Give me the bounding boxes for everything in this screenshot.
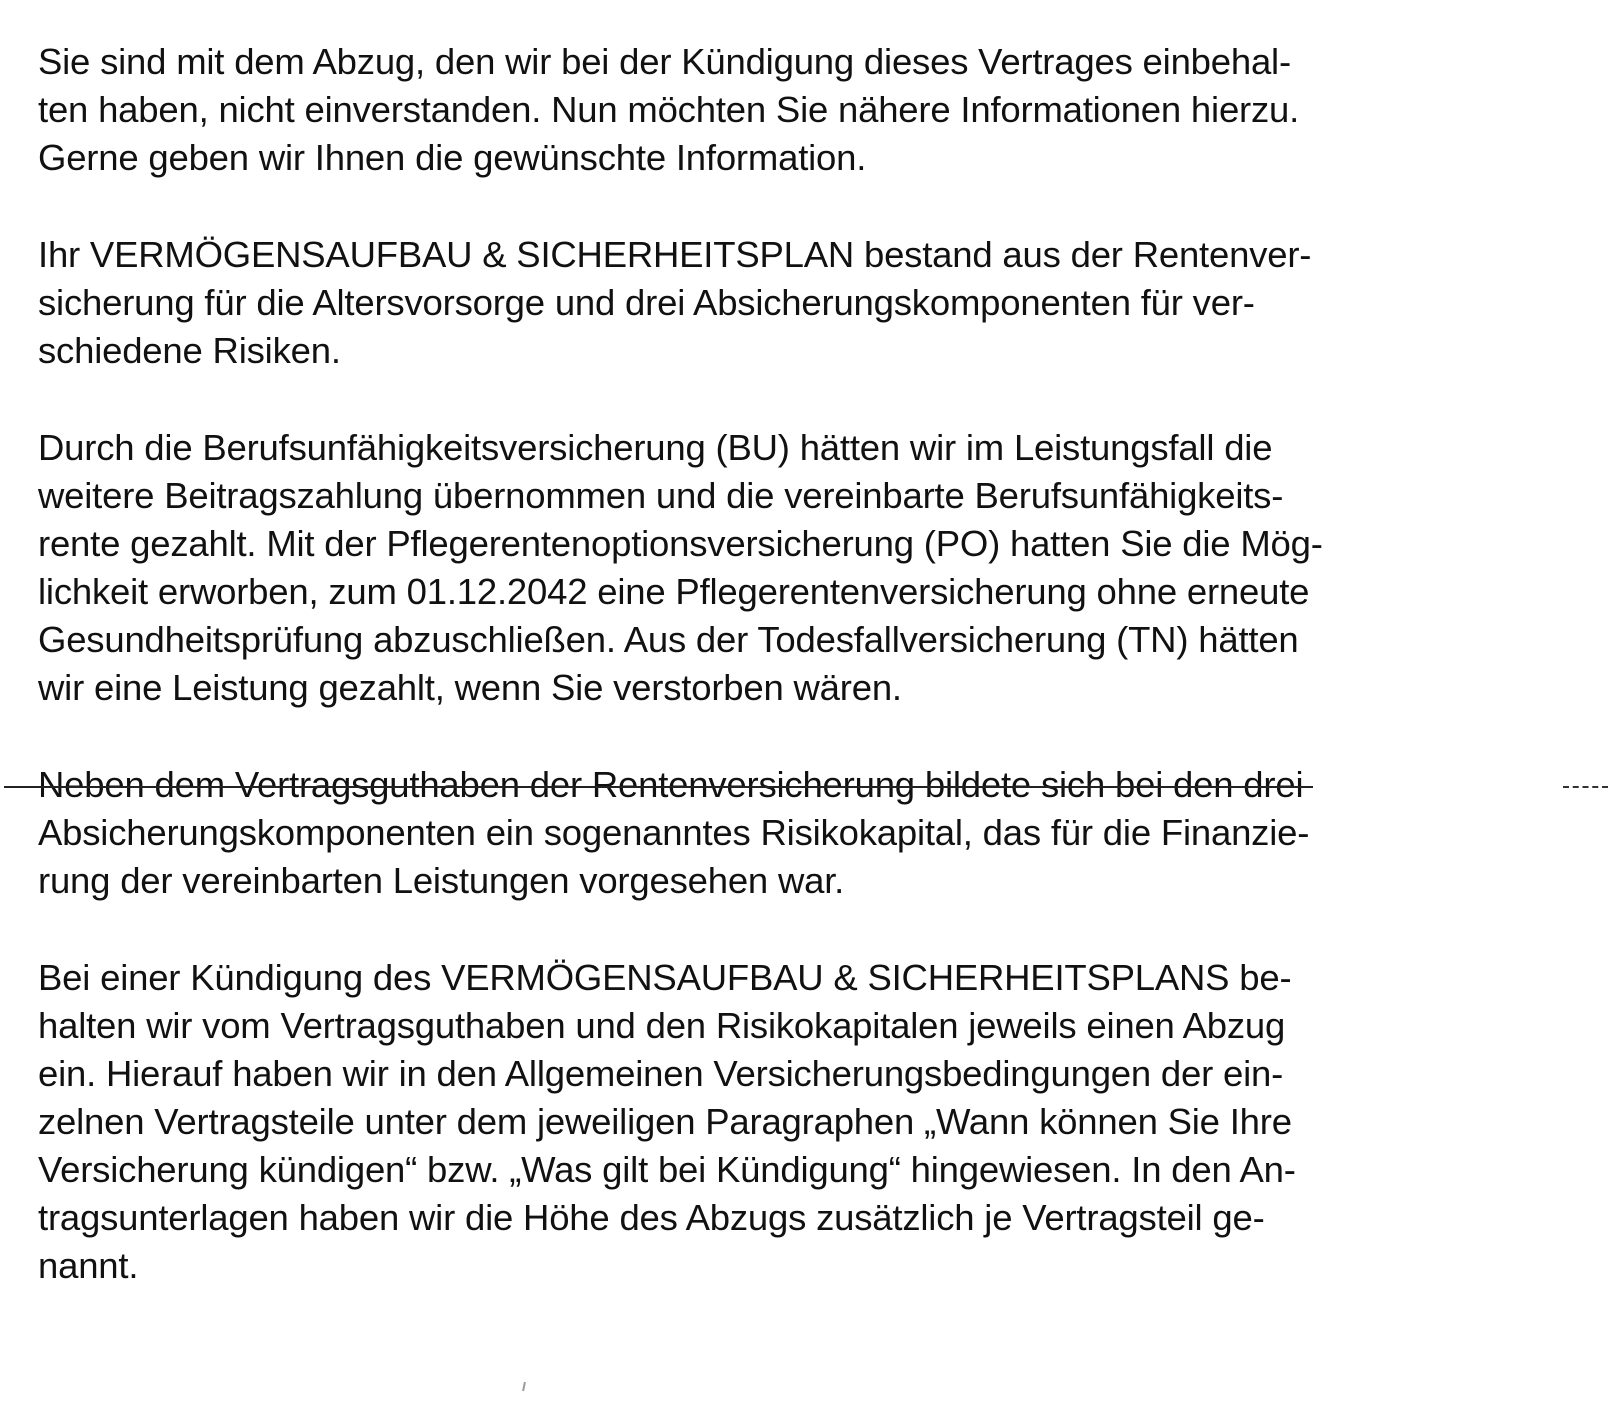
text-line: zelnen Vertragsteile unter dem jeweiligen Paragraphen „Wann können Sie Ihre [38, 1101, 1292, 1142]
text-line: ein. Hierauf haben wir in den Allgemeinen Versicherungsbedingungen der ein- [38, 1053, 1284, 1094]
text-line: weitere Beitragszahlung übernommen und die vereinbarte Berufsunfähigkeits- [38, 475, 1284, 516]
text-line: tragsunterlagen haben wir die Höhe des Abzugs zusätzlich je Vertragsteil ge- [38, 1197, 1265, 1238]
text-line: Sie sind mit dem Abzug, den wir bei der Kündigung dieses Vertrages einbehal- [38, 41, 1291, 82]
paragraph-plan-composition [38, 231, 1578, 375]
paragraph-risk-capital [38, 761, 1578, 905]
paragraph-coverage-details [38, 424, 1578, 712]
text-line: rung der vereinbarten Leistungen vorgesehen war. [38, 860, 845, 901]
strikethrough-text [38, 761, 1303, 809]
text-line: Gesundheitsprüfung abzuschließen. Aus der Todesfallversicherung (TN) hätten [38, 619, 1299, 660]
text-line: Versicherung kündigen“ bzw. „Was gilt bei Kündigung“ hingewiesen. In den An- [38, 1149, 1296, 1190]
text-line: rente gezahlt. Mit der Pflegerentenoptionsversicherung (PO) hatten Sie die Mög- [38, 523, 1323, 564]
text-line: wir eine Leistung gezahlt, wenn Sie verstorben wären. [38, 667, 902, 708]
text-line: sicherung für die Altersvorsorge und drei Absicherungskomponenten für ver- [38, 282, 1255, 323]
text-line: ten haben, nicht einverstanden. Nun möchten Sie nähere Informationen hierzu. [38, 89, 1300, 130]
text-line: nannt. [38, 1245, 139, 1286]
text-line-content: Neben dem Vertragsguthaben der Rentenversicherung bildete sich bei den drei [38, 764, 1304, 805]
struck-text-line [38, 761, 1578, 809]
strikethrough-tail-mark [1563, 786, 1608, 788]
paragraph-cancellation-deduction [38, 954, 1578, 1290]
text-line: halten wir vom Vertragsguthaben und den Risikokapitalen jeweils einen Abzug [38, 1005, 1286, 1046]
scan-artifact-mark [522, 1382, 526, 1391]
paragraph-disagreement [38, 38, 1578, 182]
text-line: Durch die Berufsunfähigkeitsversicherung (BU) hätten wir im Leistungsfall die [38, 427, 1273, 468]
text-line: Bei einer Kündigung des VERMÖGENSAUFBAU & SICHERHEITSPLANS be- [38, 957, 1292, 998]
text-line: Absicherungskomponenten ein sogenanntes Risikokapital, das für die Finanzie- [38, 812, 1310, 853]
text-line: Gerne geben wir Ihnen die gewünschte Information. [38, 137, 867, 178]
letter-body [38, 38, 1578, 1339]
text-line: Ihr VERMÖGENSAUFBAU & SICHERHEITSPLAN bestand aus der Rentenver- [38, 234, 1312, 275]
text-line: schiedene Risiken. [38, 330, 341, 371]
text-line: lichkeit erworben, zum 01.12.2042 eine Pflegerentenversicherung ohne erneute [38, 571, 1310, 612]
strikethrough-mark [4, 786, 1313, 788]
